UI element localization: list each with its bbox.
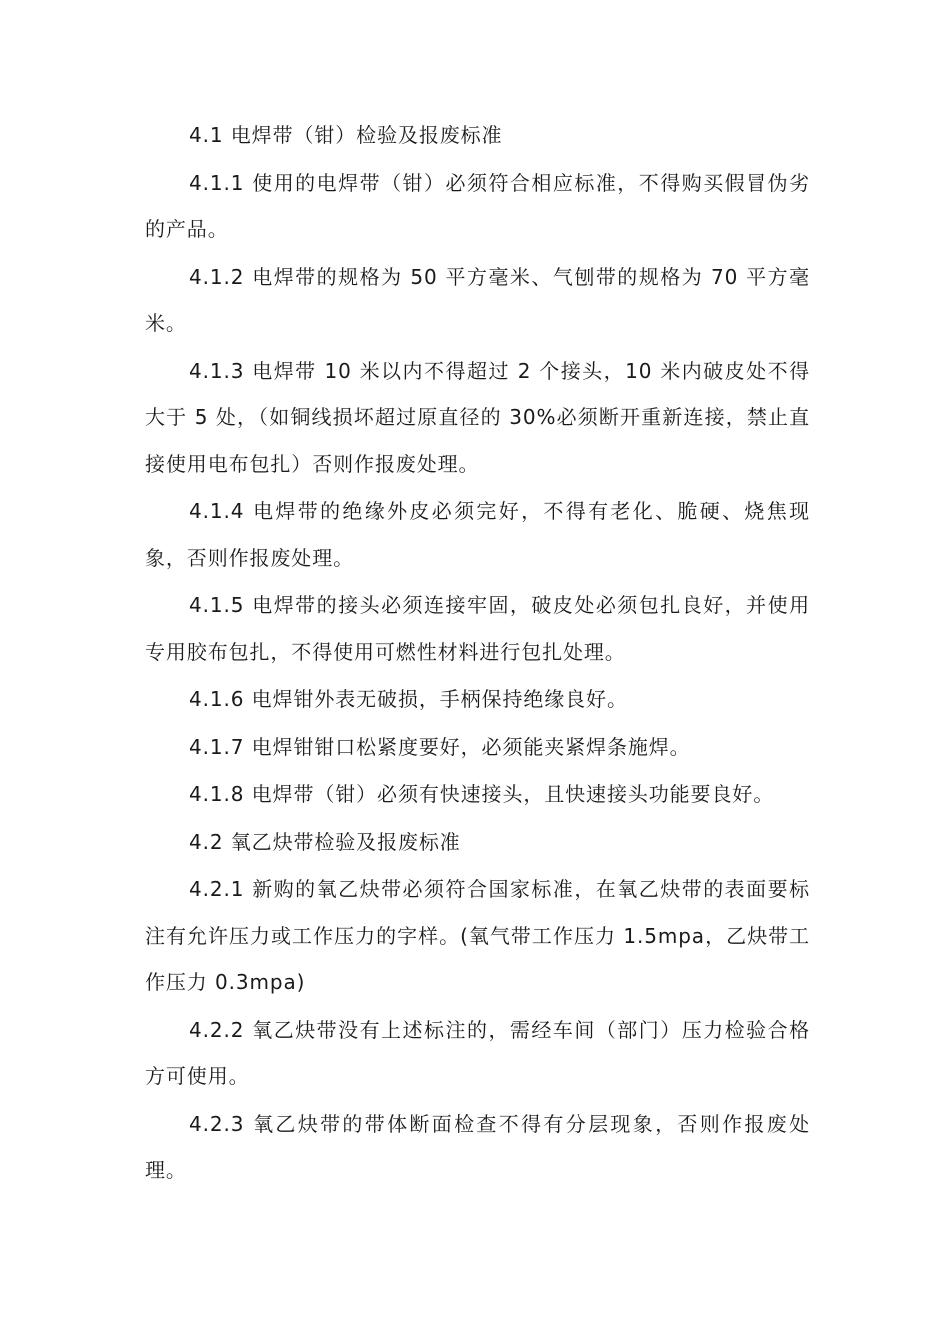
clause-4-1-5: 4.1.5 电焊带的接头必须连接牢固，破皮处必须包扎良好，并使用专用胶布包扎，不得使用可燃性材料进行包扎处理。	[145, 593, 810, 664]
document-body	[145, 112, 810, 1195]
clause-4-1-3: 4.1.3 电焊带 10 米以内不得超过 2 个接头，10 米内破皮处不得大于 5 处，（如铜线损坏超过原直径的 30%必须断开重新连接，禁止直接使用电布包扎）否则作报废处理。	[145, 358, 810, 476]
clause-4-1-1: 4.1.1 使用的电焊带（钳）必须符合相应标准，不得购买假冒伪劣的产品。	[145, 170, 810, 241]
clause-4-1-8: 4.1.8 电焊带（钳）必须有快速接头，且快速接头功能要良好。	[189, 782, 775, 806]
clause-4-1-6: 4.1.6 电焊钳外表无破损，手柄保持绝缘良好。	[189, 687, 628, 711]
clause-4-1-7: 4.1.7 电焊钳钳口松紧度要好，必须能夹紧焊条施焊。	[189, 734, 691, 759]
section-heading-4-1: 4.1 电焊带（钳）检验及报废标准	[189, 123, 503, 147]
clause-4-2-2: 4.2.2 氧乙炔带没有上述标注的，需经车间（部门）压力检验合格方可使用。	[145, 1017, 810, 1088]
clause-4-1-2: 4.1.2 电焊带的规格为 50 平方毫米、气刨带的规格为 70 平方毫米。	[145, 264, 810, 335]
clause-4-2-3: 4.2.3 氧乙炔带的带体断面检查不得有分层现象，否则作报废处理。	[145, 1111, 810, 1182]
section-heading-4-2: 4.2 氧乙炔带检验及报废标准	[189, 829, 461, 854]
clause-4-1-4: 4.1.4 电焊带的绝缘外皮必须完好，不得有老化、脆硬、烧焦现象，否则作报废处理。	[145, 499, 810, 570]
clause-4-2-1: 4.2.1 新购的氧乙炔带必须符合国家标准，在氧乙炔带的表面要标注有允许压力或工作压力的字样。(氧气带工作压力 1.5mpa，乙炔带工作压力 0.3mpa)	[145, 877, 810, 994]
